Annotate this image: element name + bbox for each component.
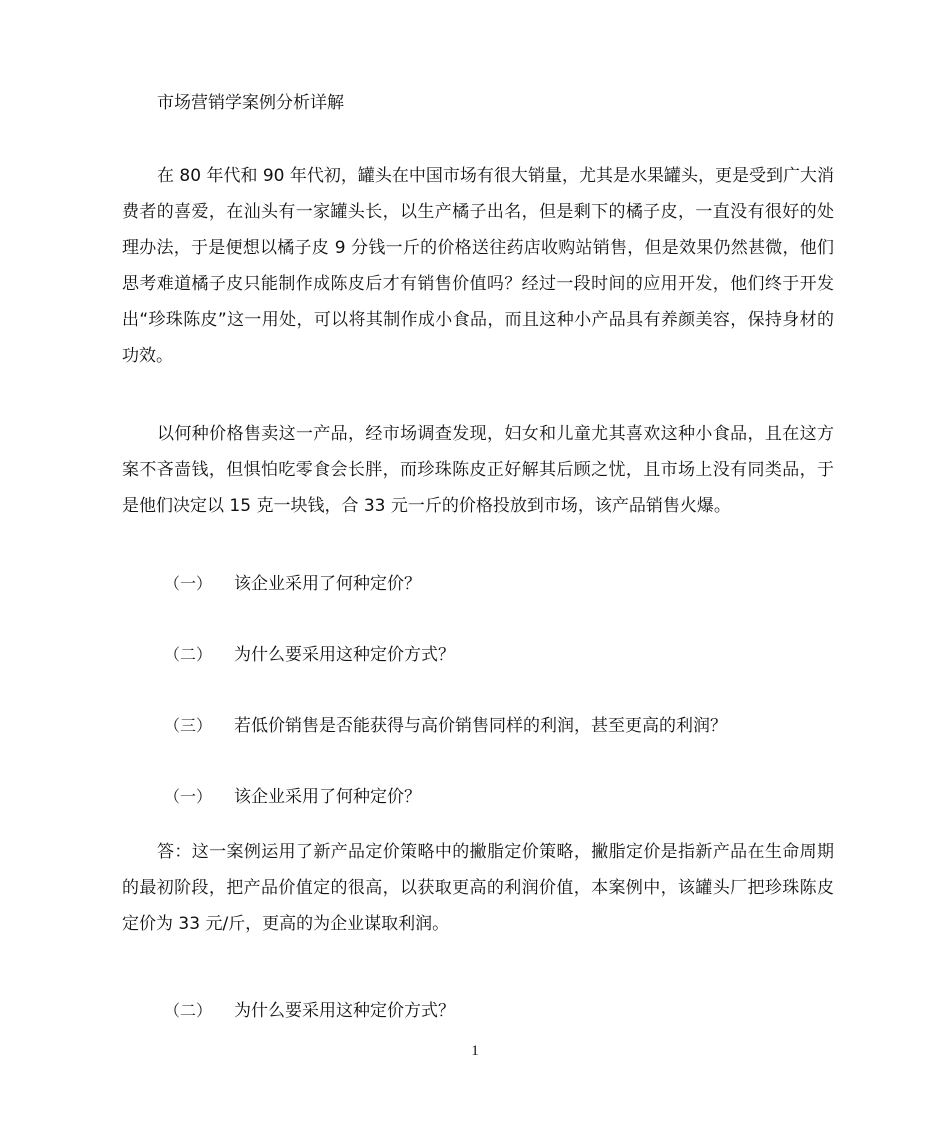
question-number: （一） — [164, 787, 213, 806]
question-text: 该企业采用了何种定价？ — [234, 787, 421, 807]
question-item — [164, 573, 421, 595]
question-text: 该企业采用了何种定价？ — [234, 574, 421, 594]
question-item — [164, 1000, 455, 1022]
question-number: （三） — [164, 716, 213, 735]
question-item — [164, 786, 421, 808]
answer-paragraph: 答：这一案例运用了新产品定价策略中的撇脂定价策略，撇脂定价是指新产品在生命周期的最初阶段，把产品价值定的很高，以获取更高的利润价值，本案例中，该罐头厂把珍珠陈皮定价为 33 元/斤，更高的为企业谋取利润。 — [122, 842, 834, 934]
page-number: 1 — [471, 1043, 479, 1059]
paragraph-pricing: 以何种价格售卖这一产品，经市场调查发现，妇女和儿童尤其喜欢这种小食品，且在这方案不吝啬钱，但惧怕吃零食会长胖，而珍珠陈皮正好解其后顾之忧，且市场上没有同类品，于是他们决定以 15 克一块钱，合 33 元一斤的价格投放到市场，该产品销售火爆。 — [122, 424, 834, 516]
question-text: 为什么要采用这种定价方式？ — [234, 645, 455, 665]
question-number: （二） — [164, 645, 213, 664]
question-number: （一） — [164, 574, 213, 593]
question-item — [164, 644, 455, 666]
paragraph-background: 在 80 年代和 90 年代初，罐头在中国市场有很大销量，尤其是水果罐头，更是受到广大消费者的喜爱，在汕头有一家罐头长，以生产橘子出名，但是剩下的橘子皮，一直没有很好的处理办法，于是便想以橘子皮 9 分钱一斤的价格送往药店收购站销售，但是效果仍然甚微，他们思考难道橘子皮只能制作成陈皮后才有销售价值吗？经过一段时间的应用开发，他们终于开发出“珍珠陈皮”这一用处，可以将其制作成小食品，而且这种小产品具有养颜美容，保持身材的功效。 — [122, 166, 834, 366]
question-text: 为什么要采用这种定价方式？ — [234, 1001, 455, 1021]
question-text: 若低价销售是否能获得与高价销售同样的利润，甚至更高的利润？ — [234, 716, 727, 736]
document-title: 市场营销学案例分析详解 — [157, 93, 344, 113]
question-number: （二） — [164, 1001, 213, 1020]
question-item — [164, 715, 727, 737]
